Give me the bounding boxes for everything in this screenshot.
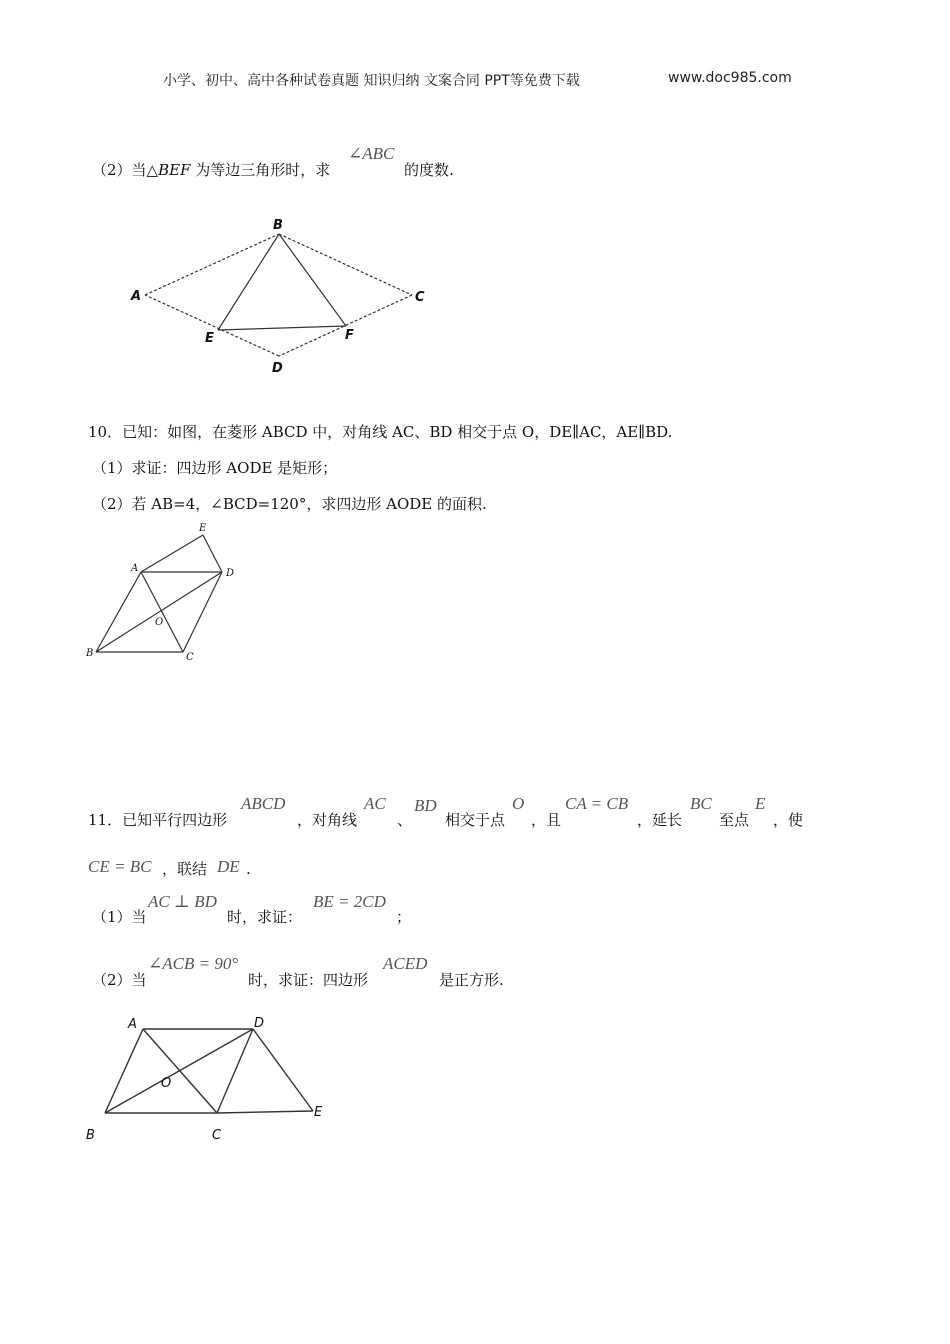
q11-p2-mid: 时，求证：四边形 [248, 971, 369, 989]
q10-part2: （2）若 AB=4，∠BCD=120°，求四边形 AODE 的面积. [92, 495, 487, 513]
q11-p2-prefix: （2）当 [92, 971, 147, 989]
q9-angle-abc: ∠ABC [348, 144, 395, 163]
q10-label-c: C [186, 652, 194, 663]
q9-label-e: E [205, 331, 214, 346]
q11-m-abcd: ABCD [241, 794, 286, 813]
header-url: www.doc985.com [668, 70, 792, 86]
q11-p1-mid: 时，求证： [227, 908, 303, 926]
q11-t2: ，对角线 [297, 811, 358, 829]
q10-label-d: D [226, 568, 235, 579]
q11-lines [105, 1029, 313, 1113]
q9-label-d: D [272, 361, 283, 376]
q11-t7: 至点 [719, 811, 750, 829]
q11-label-a: A [128, 1017, 137, 1032]
q11-t4: 相交于点 [445, 811, 506, 829]
q9-part2-prefix: （2）当△ [92, 161, 159, 179]
q11-t8: ，使 [773, 811, 804, 829]
q10-part1: （1）求证：四边形 AODE 是矩形； [92, 459, 338, 477]
q11-label-b: B [86, 1128, 95, 1143]
q11-p2-end: 是正方形. [439, 971, 504, 989]
q10-label-b: B [86, 648, 94, 659]
q11-p1-prefix: （1）当 [92, 908, 147, 926]
q9-part2-bef: BEF [158, 161, 191, 179]
header-banner: 小学、初中、高中各种试卷真题 知识归纳 文案合同 PPT等免费下载 [163, 73, 580, 89]
q11-m-cacb: CA = CB [565, 794, 629, 813]
q9-label-c: C [415, 290, 425, 305]
q10-label-e: E [199, 523, 207, 534]
q11-t9: ，联结 [162, 860, 208, 878]
q11-side-dc [217, 1029, 253, 1113]
q11-t1: 11．已知平行四边形 [88, 811, 228, 829]
q11-p2-m1: ∠ACB = 90° [148, 954, 239, 973]
q11-m-cebc: CE = BC [88, 857, 152, 876]
q11-p1-m2: BE = 2CD [313, 892, 386, 911]
q10-label-o: O [155, 617, 164, 628]
q9-label-a: A [131, 289, 142, 304]
q11-side-ce [217, 1111, 313, 1113]
q11-label-o: O [161, 1076, 172, 1091]
q11-side-de [253, 1029, 313, 1111]
q11-label-e: E [314, 1105, 323, 1120]
q11-m-de: DE [217, 857, 240, 876]
q11-p1-m1: AC ⊥ BD [148, 892, 217, 911]
q11-m-e: E [755, 794, 766, 813]
q11-m-bd: BD [414, 796, 437, 815]
q11-diag-bd [105, 1029, 253, 1113]
q11-m-bc: BC [690, 794, 712, 813]
q11-t3: 、 [397, 811, 413, 829]
q11-m-o: O [512, 794, 525, 813]
q11-m-ac: AC [364, 794, 386, 813]
q10-statement: 10．已知：如图，在菱形 ABCD 中，对角线 AC、BD 相交于点 O，DE∥AC，AE∥BD. [88, 423, 673, 441]
q11-p2-m2: ACED [383, 954, 428, 973]
q9-part2-mid: 为等边三角形时，求 [190, 161, 331, 179]
q10-label-a: A [131, 563, 139, 574]
q11-t10: . [246, 860, 251, 878]
q11-t5: ，且 [531, 811, 562, 829]
q9-part2-suffix: 的度数. [404, 161, 454, 179]
q11-label-c: C [212, 1128, 222, 1143]
q11-side-ab [105, 1029, 143, 1113]
q9-label-b: B [273, 218, 283, 233]
q11-label-d: D [254, 1016, 265, 1031]
q9-label-f: F [345, 328, 354, 343]
q11-p1-end: ； [396, 908, 412, 926]
q11-t6: ，延长 [637, 811, 683, 829]
